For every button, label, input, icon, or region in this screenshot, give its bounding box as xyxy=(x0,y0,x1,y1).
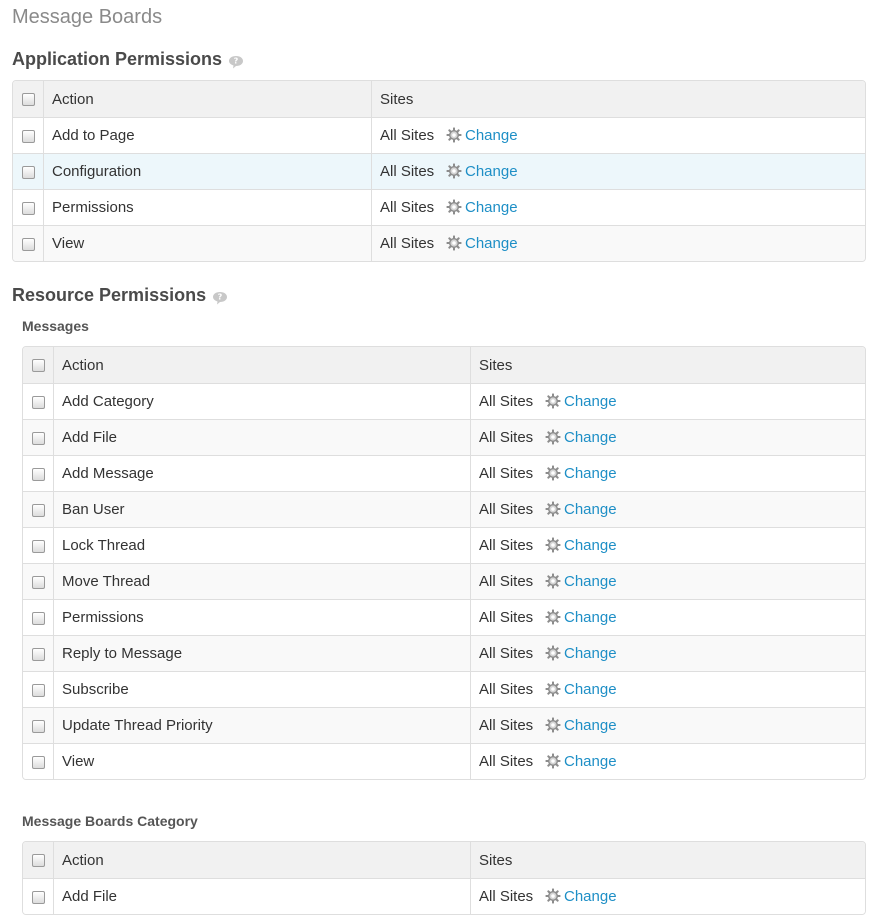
table-row[interactable] xyxy=(23,707,865,743)
sites-value: All Sites xyxy=(479,573,534,590)
gear-icon xyxy=(446,163,462,179)
change-link[interactable]: Change xyxy=(564,645,617,662)
sites-cell xyxy=(470,599,865,635)
table-row[interactable] xyxy=(23,563,865,599)
row-select-cell xyxy=(23,527,53,563)
table-row[interactable] xyxy=(23,635,865,671)
table-row[interactable] xyxy=(13,189,865,225)
svg-text:?: ? xyxy=(233,56,239,65)
column-header-sites[interactable]: Sites xyxy=(470,347,865,383)
resource-permissions-label: Resource Permissions xyxy=(12,285,207,305)
sites-value: All Sites xyxy=(380,163,435,180)
table-row[interactable] xyxy=(23,455,865,491)
table-header-row xyxy=(23,842,865,878)
table-row[interactable] xyxy=(23,491,865,527)
help-bubble-icon[interactable] xyxy=(212,289,228,303)
row-select-cell xyxy=(23,743,53,779)
change-link[interactable]: Change xyxy=(564,717,617,734)
gear-icon xyxy=(545,609,561,625)
change-link[interactable]: Change xyxy=(564,681,617,698)
row-checkbox[interactable] xyxy=(22,238,35,251)
sites-cell xyxy=(470,707,865,743)
change-link[interactable]: Change xyxy=(465,127,518,144)
sites-cell xyxy=(470,671,865,707)
row-checkbox[interactable] xyxy=(32,891,45,904)
sites-value: All Sites xyxy=(479,537,534,554)
row-checkbox[interactable] xyxy=(22,166,35,179)
sites-cell xyxy=(470,743,865,779)
gear-icon xyxy=(545,753,561,769)
action-cell: Update Thread Priority xyxy=(53,707,470,743)
sites-cell xyxy=(470,527,865,563)
action-cell: Add File xyxy=(53,419,470,455)
table-row[interactable] xyxy=(23,527,865,563)
sites-cell xyxy=(371,117,865,153)
row-checkbox[interactable] xyxy=(22,202,35,215)
messages-permissions-table xyxy=(22,346,866,780)
sites-value: All Sites xyxy=(479,609,534,626)
select-all-checkbox[interactable] xyxy=(32,359,45,372)
table-header-row xyxy=(13,81,865,117)
sites-cell xyxy=(470,455,865,491)
table-row[interactable] xyxy=(13,153,865,189)
row-select-cell xyxy=(23,671,53,707)
gear-icon xyxy=(545,465,561,481)
action-cell: Add Category xyxy=(53,383,470,419)
sites-cell xyxy=(371,153,865,189)
sites-value: All Sites xyxy=(479,753,534,770)
sites-value: All Sites xyxy=(479,465,534,482)
change-link[interactable]: Change xyxy=(465,235,518,252)
gear-icon xyxy=(545,393,561,409)
application-permissions-label: Application Permissions xyxy=(12,49,223,69)
sites-cell xyxy=(371,189,865,225)
sites-value: All Sites xyxy=(479,888,534,905)
action-cell: Reply to Message xyxy=(53,635,470,671)
row-select-cell xyxy=(13,117,43,153)
row-checkbox[interactable] xyxy=(32,756,45,769)
row-checkbox[interactable] xyxy=(32,504,45,517)
gear-icon xyxy=(545,429,561,445)
select-all-checkbox[interactable] xyxy=(32,854,45,867)
column-header-sites[interactable]: Sites xyxy=(371,81,865,117)
sites-cell xyxy=(371,225,865,261)
row-select-cell xyxy=(23,419,53,455)
row-checkbox[interactable] xyxy=(32,396,45,409)
action-cell: Subscribe xyxy=(53,671,470,707)
action-cell: View xyxy=(53,743,470,779)
row-checkbox[interactable] xyxy=(32,612,45,625)
resource-permissions-title xyxy=(12,285,228,306)
action-cell: Add Message xyxy=(53,455,470,491)
action-cell: Move Thread xyxy=(53,563,470,599)
sites-value: All Sites xyxy=(380,235,435,252)
row-checkbox[interactable] xyxy=(32,432,45,445)
action-cell: Add to Page xyxy=(43,117,371,153)
change-link[interactable]: Change xyxy=(564,537,617,554)
sites-value: All Sites xyxy=(380,127,435,144)
select-all-checkbox[interactable] xyxy=(22,93,35,106)
table-row[interactable] xyxy=(23,383,865,419)
application-permissions-title xyxy=(12,49,244,70)
row-select-cell xyxy=(23,635,53,671)
action-cell: Ban User xyxy=(53,491,470,527)
change-link[interactable]: Change xyxy=(564,609,617,626)
column-header-action[interactable]: Action xyxy=(53,842,470,878)
svg-text:?: ? xyxy=(217,292,223,301)
sites-value: All Sites xyxy=(479,393,534,410)
row-select-cell xyxy=(23,707,53,743)
change-link[interactable]: Change xyxy=(564,888,617,905)
row-select-cell xyxy=(13,225,43,261)
row-checkbox[interactable] xyxy=(32,684,45,697)
table-row[interactable] xyxy=(23,743,865,779)
sites-cell xyxy=(470,635,865,671)
action-cell: Lock Thread xyxy=(53,527,470,563)
sites-cell xyxy=(470,878,865,914)
table-row[interactable] xyxy=(23,878,865,914)
select-all-cell xyxy=(13,81,43,117)
gear-icon xyxy=(545,681,561,697)
column-header-action[interactable]: Action xyxy=(43,81,371,117)
row-checkbox[interactable] xyxy=(32,648,45,661)
category-permissions-table xyxy=(22,841,866,915)
row-checkbox[interactable] xyxy=(32,540,45,553)
messages-group-title: Messages xyxy=(22,318,89,334)
sites-value: All Sites xyxy=(479,501,534,518)
gear-icon xyxy=(545,717,561,733)
row-checkbox[interactable] xyxy=(32,468,45,481)
category-group-title: Message Boards Category xyxy=(22,813,198,829)
gear-icon xyxy=(545,573,561,589)
sites-cell xyxy=(470,491,865,527)
row-select-cell xyxy=(23,491,53,527)
gear-icon xyxy=(545,645,561,661)
change-link[interactable]: Change xyxy=(465,163,518,180)
sites-value: All Sites xyxy=(479,645,534,662)
change-link[interactable]: Change xyxy=(564,573,617,590)
help-bubble-icon[interactable] xyxy=(228,53,244,67)
row-checkbox[interactable] xyxy=(32,720,45,733)
column-header-action[interactable]: Action xyxy=(53,347,470,383)
action-cell: Add File xyxy=(53,878,470,914)
row-checkbox[interactable] xyxy=(32,576,45,589)
row-select-cell xyxy=(13,189,43,225)
sites-value: All Sites xyxy=(479,429,534,446)
page-title: Message Boards xyxy=(12,6,163,28)
change-link[interactable]: Change xyxy=(564,429,617,446)
change-link[interactable]: Change xyxy=(564,465,617,482)
change-link[interactable]: Change xyxy=(465,199,518,216)
change-link[interactable]: Change xyxy=(564,501,617,518)
table-row[interactable] xyxy=(23,599,865,635)
action-cell: Permissions xyxy=(53,599,470,635)
sites-cell xyxy=(470,419,865,455)
change-link[interactable]: Change xyxy=(564,753,617,770)
table-row[interactable] xyxy=(23,671,865,707)
change-link[interactable]: Change xyxy=(564,393,617,410)
table-header-row xyxy=(23,347,865,383)
sites-value: All Sites xyxy=(380,199,435,216)
sites-cell xyxy=(470,383,865,419)
column-header-sites[interactable]: Sites xyxy=(470,842,865,878)
row-select-cell xyxy=(23,599,53,635)
row-select-cell xyxy=(23,455,53,491)
gear-icon xyxy=(545,888,561,904)
table-row[interactable] xyxy=(23,419,865,455)
gear-icon xyxy=(446,127,462,143)
gear-icon xyxy=(545,501,561,517)
table-row[interactable] xyxy=(13,117,865,153)
sites-value: All Sites xyxy=(479,681,534,698)
gear-icon xyxy=(446,235,462,251)
row-select-cell xyxy=(23,563,53,599)
table-row[interactable] xyxy=(13,225,865,261)
row-checkbox[interactable] xyxy=(22,130,35,143)
row-select-cell xyxy=(13,153,43,189)
application-permissions-table xyxy=(12,80,866,262)
row-select-cell xyxy=(23,383,53,419)
row-select-cell xyxy=(23,878,53,914)
action-cell: Configuration xyxy=(43,153,371,189)
action-cell: View xyxy=(43,225,371,261)
gear-icon xyxy=(446,199,462,215)
sites-value: All Sites xyxy=(479,717,534,734)
action-cell: Permissions xyxy=(43,189,371,225)
select-all-cell xyxy=(23,347,53,383)
gear-icon xyxy=(545,537,561,553)
select-all-cell xyxy=(23,842,53,878)
sites-cell xyxy=(470,563,865,599)
